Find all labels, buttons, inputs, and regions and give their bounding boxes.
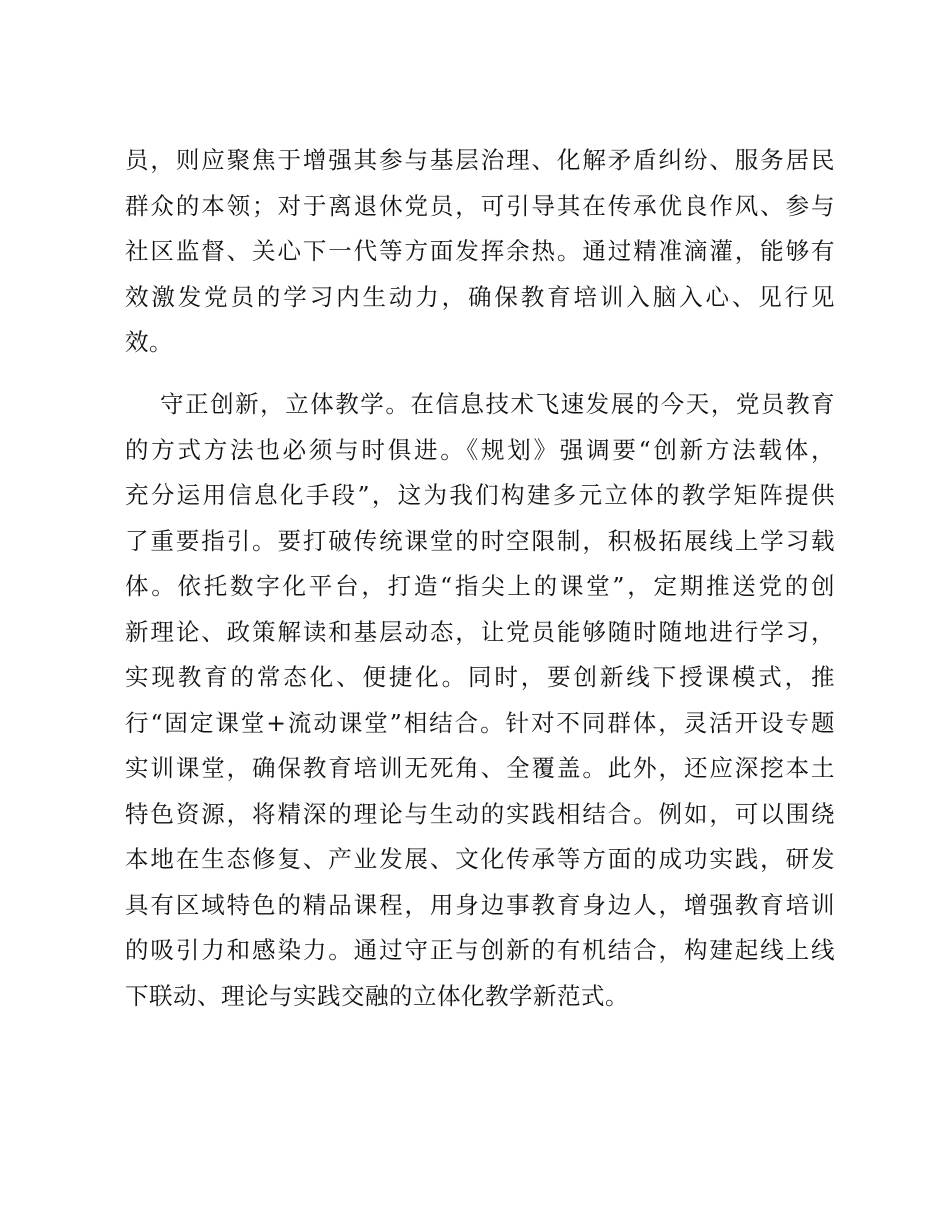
paragraph-line: 员，则应聚焦于增强其参与基层治理、化解矛盾纠纷、服务居民: [125, 146, 835, 174]
paragraph-line: 社区监督、关心下一代等方面发挥余热。通过精准滴灌，能够有: [125, 237, 835, 265]
paragraph-line: 的方式方法也必须与时俱进。《规划》强调要“创新方法载体，: [125, 435, 835, 464]
paragraph-line: 效。: [125, 328, 173, 356]
paragraph-line: 充分运用信息化手段”，这为我们构建多元立体的教学矩阵提供: [125, 481, 835, 509]
paragraph-line: 实现教育的常态化、便捷化。同时，要创新线下授课模式，推: [125, 663, 835, 691]
paragraph-line: 具有区域特色的精品课程，用身边事教育身边人，增强教育培训: [125, 890, 835, 919]
paragraph-1: [125, 138, 835, 366]
paragraph-line: 实训课堂，确保教育培训无死角、全覆盖。此外，还应深挖本土: [125, 754, 835, 782]
paragraph-line: 了重要指引。要打破传统课堂的时空限制，积极拓展线上学习载: [125, 526, 835, 555]
paragraph-line: 体。依托数字化平台，打造“指尖上的课堂”，定期推送党的创: [125, 572, 835, 600]
paragraph-line: 特色资源，将精深的理论与生动的实践相结合。例如，可以围绕: [125, 799, 835, 828]
paragraph-line: 本地在生态修复、产业发展、文化传承等方面的成功实践，研发: [125, 845, 835, 873]
paragraph-line: 守正创新，立体教学。在信息技术飞速发展的今天，党员教育: [160, 390, 835, 418]
paragraph-line: 效激发党员的学习内生动力，确保教育培训入脑入心、见行见: [125, 282, 835, 311]
paragraph-line: 的吸引力和感染力。通过守正与创新的有机结合，构建起线上线: [125, 936, 835, 964]
paragraph-line: 群众的本领；对于离退休党员，可引导其在传承优良作风、参与: [125, 191, 835, 220]
paragraph-2: [125, 382, 835, 1019]
paragraph-line: 新理论、政策解读和基层动态，让党员能够随时随地进行学习，: [125, 617, 835, 646]
paragraph-line: 行“固定课堂+流动课堂”相结合。针对不同群体，灵活开设专题: [125, 708, 835, 737]
paragraph-line: 下联动、理论与实践交融的立体化教学新范式。: [125, 981, 629, 1010]
